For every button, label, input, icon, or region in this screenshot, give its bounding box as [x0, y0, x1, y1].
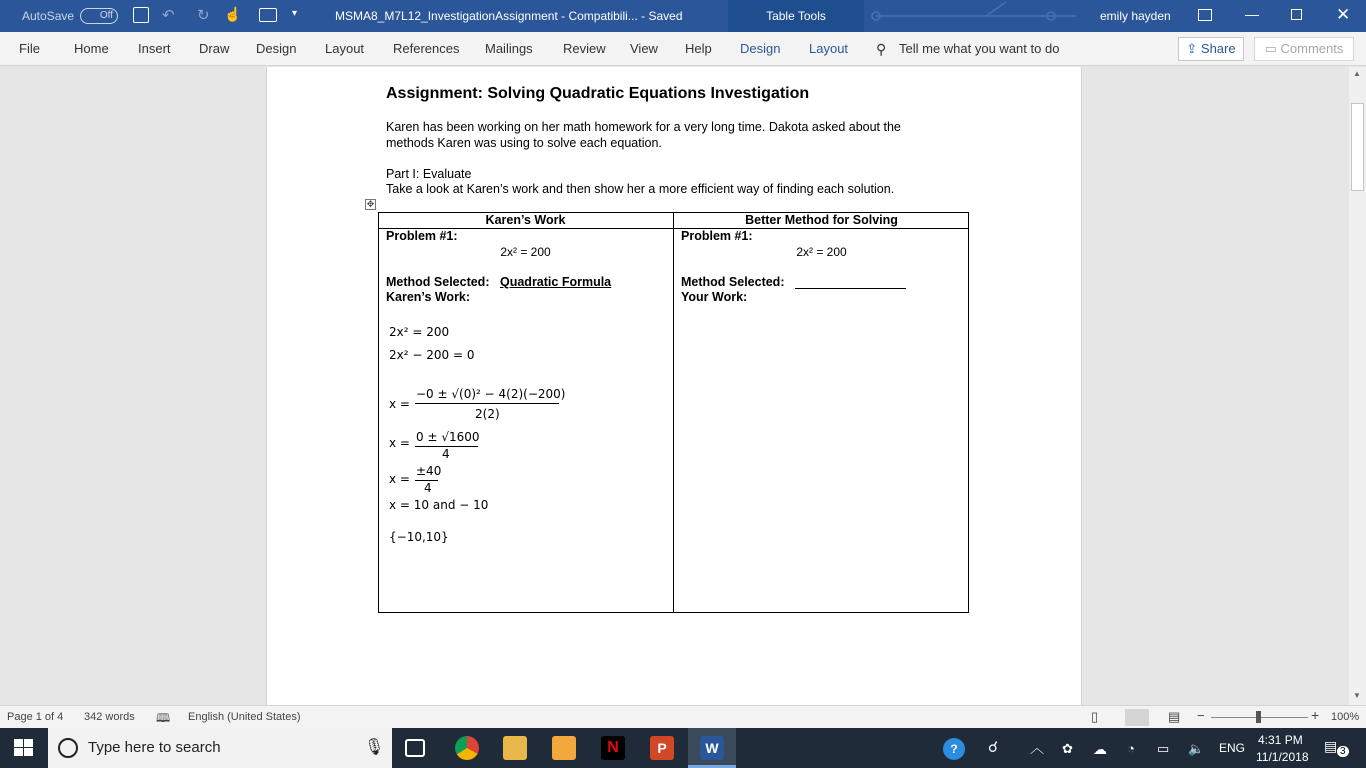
document-title-heading: Assignment: Solving Quadratic Equations Investigation: [386, 85, 810, 102]
customize-toolbar-icon[interactable]: ▾: [292, 8, 298, 19]
right-problem-label: Problem #1:: [681, 229, 753, 243]
comment-icon: ▭: [1264, 41, 1281, 56]
tell-me-input[interactable]: Tell me what you want to do: [899, 41, 1060, 56]
wifi-icon[interactable]: ◔: [1127, 741, 1135, 756]
chrome-icon[interactable]: [455, 736, 479, 760]
share-button[interactable]: [1178, 37, 1244, 61]
notification-badge: 3: [1337, 746, 1349, 757]
step-4-numerator: 0 ± √1600: [416, 430, 480, 444]
intro-line-2: methods Karen was using to solve each equation.: [386, 136, 662, 150]
step-5-numerator: ±40: [416, 464, 442, 478]
print-layout-icon[interactable]: [1125, 709, 1149, 726]
tab-review[interactable]: Review: [563, 41, 606, 56]
scroll-up-icon[interactable]: ▲: [1353, 69, 1361, 78]
step-4-denominator: 4: [442, 447, 450, 461]
tab-mailings[interactable]: Mailings: [485, 41, 533, 56]
clock-time[interactable]: 4:31 PM: [1258, 733, 1303, 747]
part-label: Part I: Evaluate: [386, 167, 472, 181]
step-6: x = 10 and − 10: [389, 498, 489, 512]
search-placeholder: Type here to search: [88, 739, 221, 756]
table-move-handle-icon[interactable]: ✥: [366, 199, 375, 209]
user-name[interactable]: emily hayden: [1100, 9, 1171, 23]
search-icon: ⚲: [876, 41, 887, 57]
word-count[interactable]: 342 words: [84, 711, 135, 723]
title-bar: [0, 0, 1366, 32]
scroll-down-icon[interactable]: ▼: [1353, 691, 1361, 700]
store-icon[interactable]: [552, 736, 576, 760]
title-decoration: [866, 0, 1086, 32]
task-view-icon[interactable]: [405, 739, 425, 757]
step-4-lhs: x =: [389, 436, 410, 450]
left-method-value: Quadratic Formula: [500, 275, 612, 289]
proofing-icon[interactable]: 🕮: [156, 711, 171, 725]
minimize-icon[interactable]: —: [1245, 6, 1259, 22]
tab-design[interactable]: Design: [256, 41, 297, 56]
undo-icon[interactable]: ↶: [162, 7, 175, 24]
show-hidden-icons[interactable]: ︿: [1030, 740, 1044, 756]
word-icon[interactable]: W: [700, 736, 724, 760]
document-page[interactable]: [266, 67, 1082, 707]
save-icon[interactable]: [133, 7, 149, 23]
tab-references[interactable]: References: [393, 41, 460, 56]
scrollbar-thumb[interactable]: [1351, 103, 1364, 191]
share-icon: ⇪: [1186, 41, 1201, 56]
step-3-fraction-bar: [415, 403, 559, 404]
taskbar-search[interactable]: [48, 728, 392, 768]
language[interactable]: English (United States): [188, 711, 301, 723]
people-icon[interactable]: ☌: [988, 739, 999, 756]
redo-icon[interactable]: ↻: [197, 7, 210, 24]
touch-mode-icon[interactable]: ☝: [224, 6, 242, 22]
step-5-denominator: 4: [424, 481, 432, 495]
status-bar: [0, 705, 1366, 728]
ribbon-display-options-icon[interactable]: [1198, 9, 1212, 21]
tab-table-design[interactable]: Design: [740, 41, 781, 56]
right-work-label: Your Work:: [681, 290, 748, 304]
right-method-label: Method Selected:: [681, 275, 785, 289]
windows-start-icon[interactable]: [14, 739, 34, 757]
file-explorer-icon[interactable]: [503, 736, 527, 760]
step-3-numerator: −0 ± √(0)² − 4(2)(−200): [416, 387, 566, 401]
comments-button[interactable]: [1254, 37, 1354, 61]
page-count[interactable]: Page 1 of 4: [7, 711, 64, 723]
battery-icon[interactable]: ▭: [1157, 741, 1170, 756]
part-instruction: Take a look at Karen’s work and then show her a more efficient way of finding each solution.: [386, 182, 895, 196]
tab-home[interactable]: Home: [74, 41, 109, 56]
step-1: 2x² = 200: [389, 325, 450, 339]
step-5-lhs: x =: [389, 472, 410, 486]
document-title: MSMA8_M7L12_InvestigationAssignment - Compatibili... - Saved: [335, 9, 683, 23]
step-3-lhs: x =: [389, 397, 410, 411]
tab-layout[interactable]: Layout: [325, 41, 365, 56]
method-blank-line[interactable]: [795, 288, 906, 289]
tab-view[interactable]: View: [630, 41, 658, 56]
print-preview-icon[interactable]: [259, 8, 277, 22]
step-2: 2x² − 200 = 0: [389, 348, 475, 362]
autosave-label: AutoSave: [22, 9, 75, 23]
zoom-in-icon[interactable]: +: [1311, 707, 1320, 723]
right-equation: 2x² = 200: [796, 245, 847, 259]
tab-table-layout[interactable]: Layout: [809, 41, 849, 56]
microphone-icon[interactable]: 🎙: [364, 739, 385, 756]
table-tools-label: Table Tools: [728, 0, 864, 32]
zoom-level[interactable]: 100%: [1331, 711, 1360, 723]
share-label: Share: [1200, 41, 1236, 56]
left-work-label: Karen’s Work:: [386, 290, 471, 304]
tab-file[interactable]: File: [19, 41, 40, 56]
autosave-toggle[interactable]: Off: [80, 8, 118, 24]
intro-line-1: Karen has been working on her math homework for a very long time. Dakota asked about the: [386, 120, 901, 134]
step-3-denominator: 2(2): [475, 407, 500, 421]
table-column-divider: [673, 212, 674, 613]
col2-header: Better Method for Solving: [745, 213, 898, 227]
col1-header: Karen’s Work: [485, 213, 566, 227]
clock-date[interactable]: 11/1/2018: [1256, 750, 1309, 764]
volume-icon[interactable]: 🔈: [1188, 741, 1205, 756]
step-7: {−10,10}: [389, 530, 449, 544]
restore-icon[interactable]: [1291, 9, 1302, 20]
table-header-divider: [378, 228, 969, 229]
vertical-scrollbar[interactable]: [1349, 67, 1366, 705]
web-layout-icon[interactable]: ▤: [1168, 709, 1181, 724]
help-icon[interactable]: ?: [943, 738, 965, 760]
action-center-icon[interactable]: ▤: [1324, 738, 1338, 754]
input-language[interactable]: ENG: [1219, 741, 1246, 755]
powerpoint-icon[interactable]: P: [650, 736, 674, 760]
read-mode-icon[interactable]: ▯: [1091, 709, 1099, 724]
zoom-slider-thumb[interactable]: [1256, 711, 1261, 723]
netflix-icon[interactable]: N: [601, 736, 625, 760]
app-tray-icon[interactable]: ✿: [1062, 741, 1073, 756]
ribbon: [0, 32, 1366, 66]
onedrive-icon[interactable]: ☁: [1093, 741, 1107, 757]
tab-help[interactable]: Help: [685, 41, 712, 56]
tab-insert[interactable]: Insert: [138, 41, 171, 56]
left-method-label: Method Selected:: [386, 275, 490, 289]
close-icon[interactable]: ✕: [1336, 5, 1351, 24]
zoom-out-icon[interactable]: −: [1197, 708, 1205, 723]
left-equation: 2x² = 200: [500, 245, 551, 259]
left-problem-label: Problem #1:: [386, 229, 458, 243]
tab-draw[interactable]: Draw: [199, 41, 230, 56]
comments-label: Comments: [1280, 41, 1344, 56]
cortana-icon: [58, 738, 78, 758]
